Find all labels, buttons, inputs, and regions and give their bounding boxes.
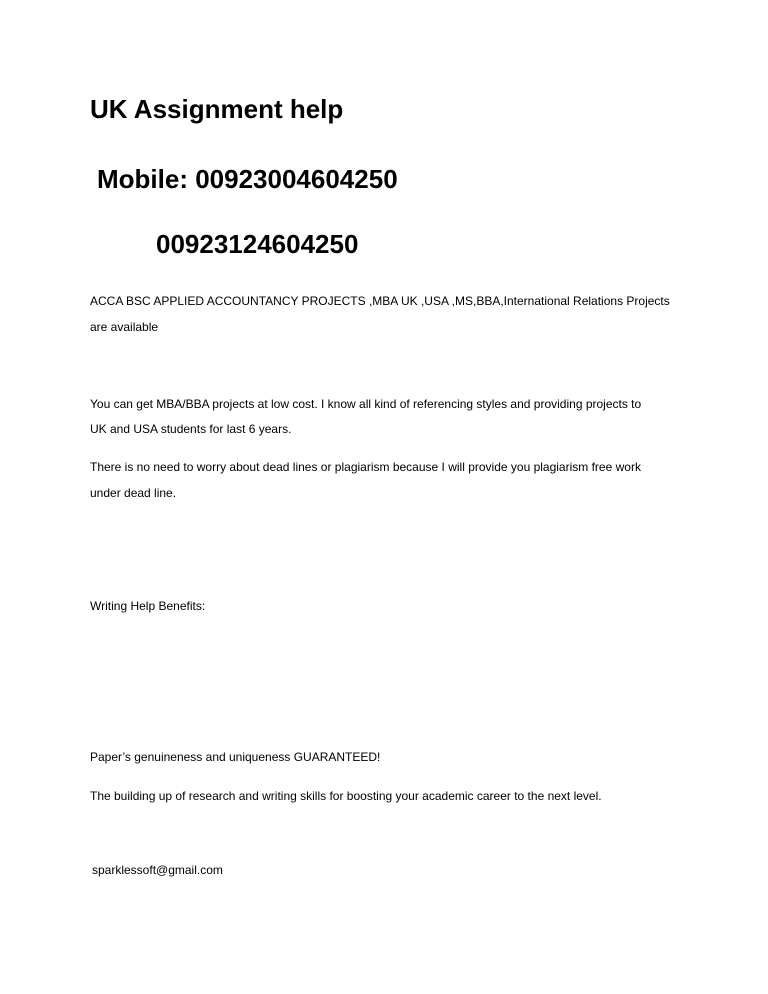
document-title: UK Assignment help xyxy=(90,94,344,124)
benefits-heading: Writing Help Benefits: xyxy=(90,599,206,613)
mobile-number-primary: Mobile: 00923004604250 xyxy=(97,164,398,194)
projects-text-line-2: are available xyxy=(90,320,159,334)
benefit-skills: The building up of research and writing skills for boosting your academic career to the next level. xyxy=(90,789,602,803)
paragraph-1-line-2: UK and USA students for last 6 years. xyxy=(90,422,292,436)
projects-text-line-1: ACCA BSC APPLIED ACCOUNTANCY PROJECTS ,MBA UK ,USA ,MS,BBA,International Relations Projects xyxy=(90,294,670,308)
paragraph-2-line-1: There is no need to worry about dead lines or plagiarism because I will provide you plagiarism free work xyxy=(90,460,641,474)
contact-email: sparklessoft@gmail.com xyxy=(92,863,223,877)
mobile-number-secondary: 00923124604250 xyxy=(156,229,359,259)
benefit-genuineness: Paper’s genuineness and uniqueness GUARANTEED! xyxy=(90,750,381,764)
paragraph-1-line-1: You can get MBA/BBA projects at low cost. I know all kind of referencing styles and providing projects to xyxy=(90,397,642,411)
paragraph-2-line-2: under dead line. xyxy=(90,486,177,500)
